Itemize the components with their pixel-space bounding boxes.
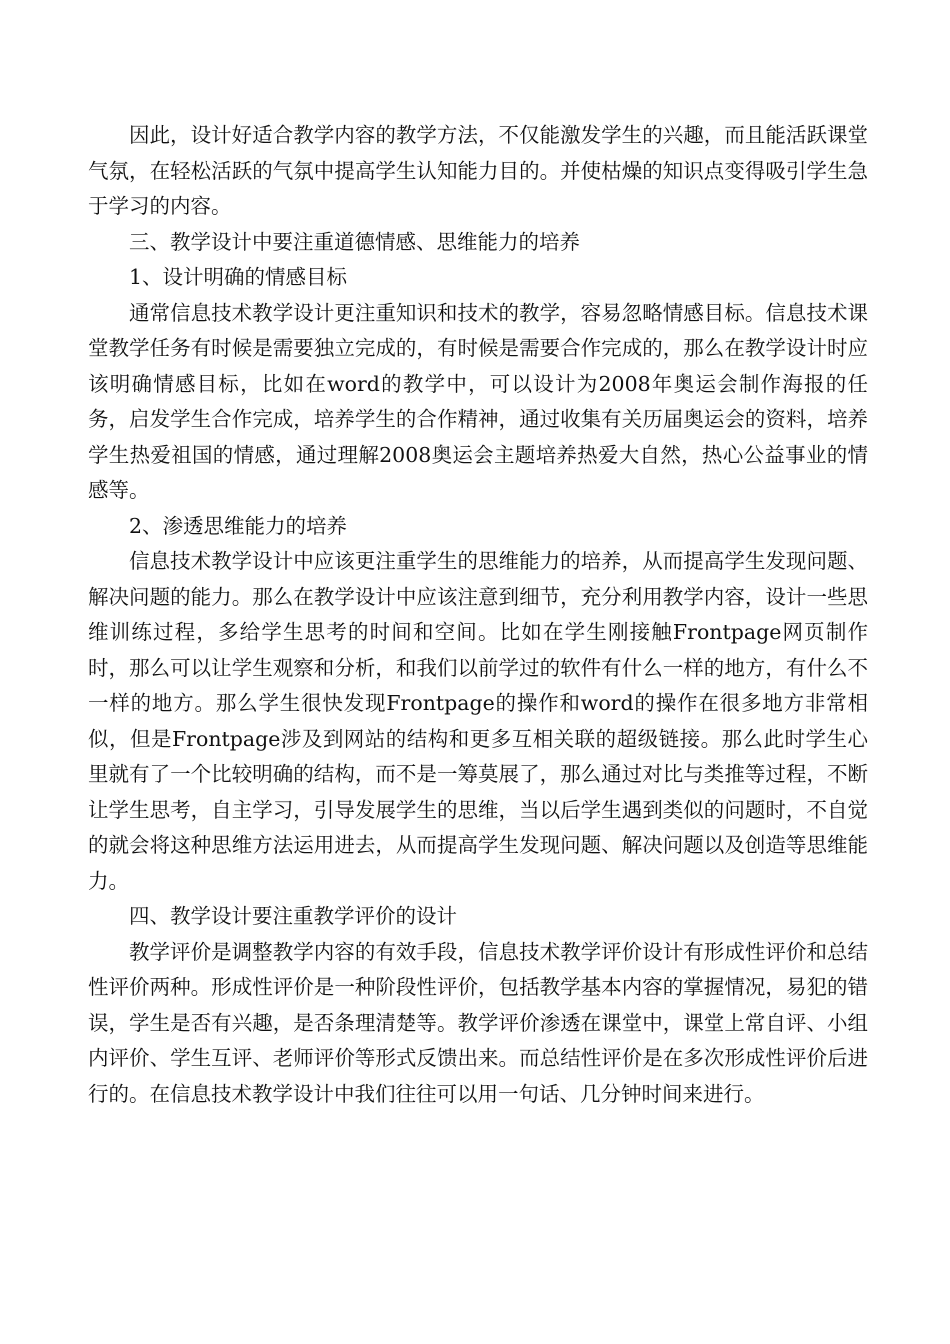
paragraph-teaching-evaluation: 教学评价是调整教学内容的有效手段，信息技术教学评价设计有形成性评价和总结性评价两种。形成性评价是一种阶段性评价，包括教学基本内容的掌握情况，易犯的错误，学生是否有兴趣，是否条理清楚等。教学评价渗透在课堂中，课堂上常自评、小组内评价、学生互评、老师评价等形式反馈出来。而总结性评价是在多次形成性评价后进行的。在信息技术教学设计中我们往往可以用一句话、几分钟时间来进行。 <box>88 939 868 1106</box>
paragraph-thinking-ability: 信息技术教学设计中应该更注重学生的思维能力的培养，从而提高学生发现问题、解决问题的能力。那么在教学设计中应该注意到细节，充分利用教学内容，设计一些思维训练过程，多给学生思考的时间和空间。比如在学生刚接触Frontpage网页制作时，那么可以让学生观察和分析，和我们以前学过的软件有什么一样的地方，有什么不一样的地方。那么学生很快发现Frontpage的操作和word的操作在很多地方非常相似，但是Frontpage涉及到网站的结构和更多互相关联的超级链接。那么此时学生心里就有了一个比较明确的结构，而不是一筹莫展了，那么通过对比与类推等过程，不断让学生思考，自主学习，引导发展学生的思维，当以后学生遇到类似的问题时，不自觉的就会将这种思维方法运用进去，从而提高学生发现问题、解决问题以及创造等思维能力。 <box>88 549 868 893</box>
subheading-3-2: 2、渗透思维能力的培养 <box>129 513 348 538</box>
paragraph-emotional-goals: 通常信息技术教学设计更注重知识和技术的教学，容易忽略情感目标。信息技术课堂教学任务有时候是需要独立完成的，有时候是需要合作完成的，那么在教学设计时应该明确情感目标，比如在word的教学中，可以设计为2008年奥运会制作海报的任务，启发学生合作完成，培养学生的合作精神，通过收集有关历届奥运会的资料，培养学生热爱祖国的情感，通过理解2008奥运会主题培养热爱大自然，热心公益事业的情感等。 <box>88 300 868 502</box>
section-heading-4: 四、教学设计要注重教学评价的设计 <box>129 904 457 928</box>
subheading-3-1: 1、设计明确的情感目标 <box>129 265 348 289</box>
document-page <box>88 118 868 1112</box>
paragraph-teaching-methods: 因此，设计好适合教学内容的教学方法，不仅能激发学生的兴趣，而且能活跃课堂气氛，在轻松活跃的气氛中提高学生认知能力目的。并使枯燥的知识点变得吸引学生急于学习的内容。 <box>88 123 868 218</box>
section-heading-3: 三、教学设计中要注重道德情感、思维能力的培养 <box>129 229 580 254</box>
